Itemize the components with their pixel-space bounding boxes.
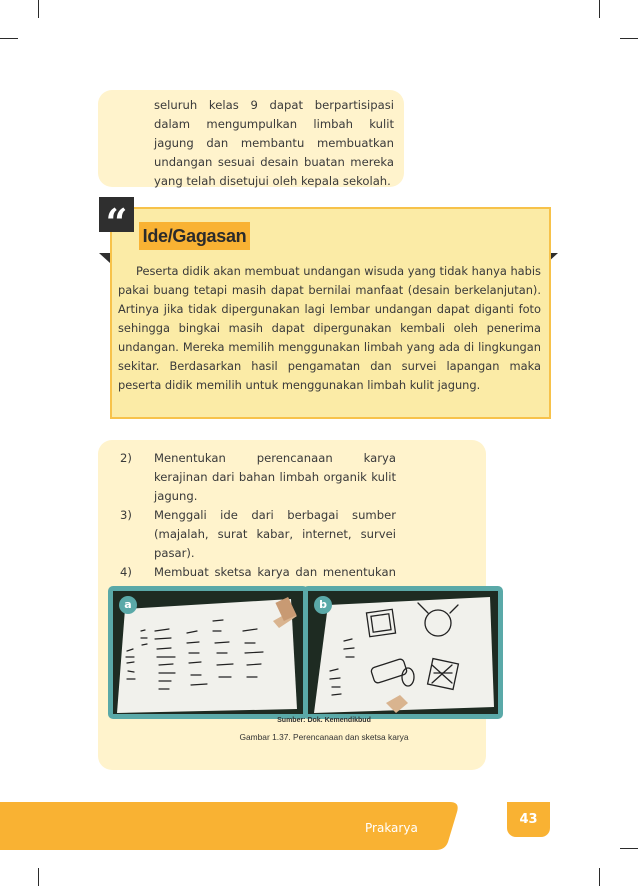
crop-mark: [599, 868, 600, 886]
sketch-sheet-illustration: [308, 591, 498, 714]
planning-sheet-illustration: [113, 591, 303, 714]
crop-mark: [620, 38, 638, 39]
page-number: 43: [507, 802, 550, 837]
photo-label-b: b: [314, 596, 332, 614]
idea-box-title: Ide/Gagasan: [139, 222, 250, 250]
steps-list: [120, 449, 396, 601]
photo-label-a: a: [119, 596, 137, 614]
idea-box-text: Peserta didik akan membuat undangan wisuda yang tidak hanya habis pakai buang tetapi masih dapat bernilai manfaat (desain berkelanjutan). Artinya jika tidak dipergunakan lagi lembar undangan dapat diganti foto sehingga bingkai masih dapat dipergunakan kembali oleh penerima undangan. Mereka memilih menggunakan limbah yang ada di lingkungan sekitar. Berdasarkan hasil pengamatan dan survei lapangan maka peserta didik memilih untuk menggunakan limbah kulit jagung.: [118, 264, 541, 392]
photo-sketch: [303, 586, 503, 719]
footer-subject: Prakarya: [365, 821, 418, 835]
list-item: [120, 506, 396, 563]
crop-mark: [599, 0, 600, 18]
figure-source: Sumber: Dok. Kemendikbud: [277, 717, 371, 724]
list-item-text: Membuat sketsa karya dan menentukan: [154, 565, 396, 579]
list-item-number: 4): [120, 565, 132, 579]
list-item-number: 3): [120, 508, 132, 522]
list-item: [120, 449, 396, 506]
figure-caption: Gambar 1.37. Perencanaan dan sketsa karya: [239, 732, 409, 742]
crop-mark: [38, 0, 39, 18]
list-item-number: 2): [120, 451, 132, 465]
list-item-text: Menentukan perencanaan karya kerajinan dari bahan limbah organik kulit jagung.: [154, 451, 396, 503]
ribbon-fold-left: [99, 253, 110, 263]
list-item-text: Menggali ide dari berbagai sumber (majalah, surat kabar, internet, survei pasar).: [154, 508, 396, 560]
intro-box: [98, 90, 404, 187]
intro-paragraph: seluruh kelas 9 dapat berpartisipasi dalam mengumpulkan limbah kulit jagung dan membantu membuatkan undangan sesuai desain buatan mereka yang telah disetujui oleh kepala sekolah.: [154, 98, 394, 188]
crop-mark: [0, 38, 18, 39]
crop-mark: [38, 868, 39, 886]
photo-planning: [108, 586, 308, 719]
quote-icon: “: [99, 197, 134, 232]
